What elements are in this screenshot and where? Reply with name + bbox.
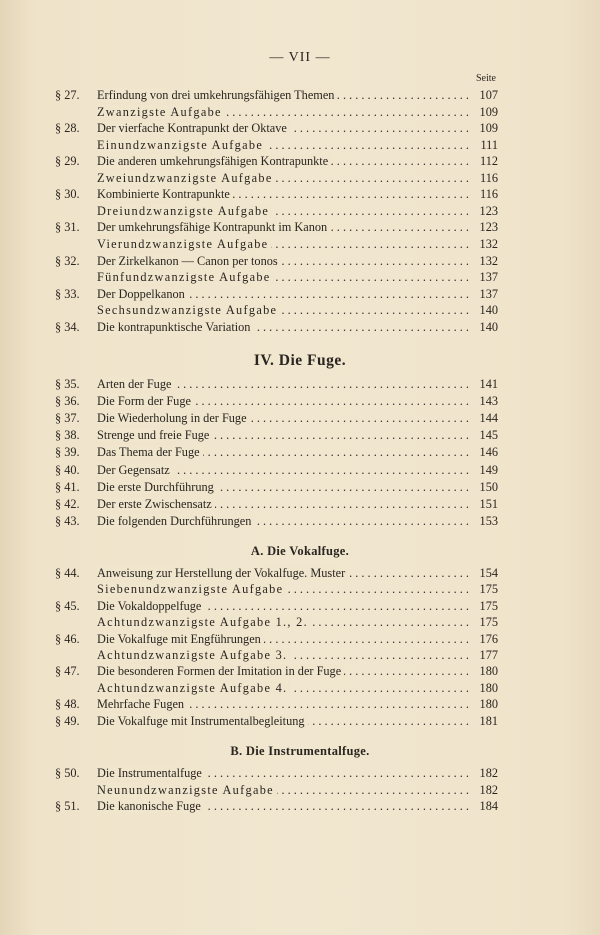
page-reference: 182 [479,782,498,797]
entry-title: Die anderen umkehrungsfähigen Kontrapunkte [97,154,331,168]
entry-title: Erfindung von drei umkehrungsfähigen Themen [97,88,337,102]
page-reference: 180 [479,680,498,695]
entry-title-with-leader [97,253,469,269]
entry-title-with-leader [97,479,469,495]
page-reference: 123 [479,203,498,218]
toc-section-entry [0,565,600,581]
entry-title: Die kanonische Fuge [97,799,204,813]
toc-section-entry [0,219,600,235]
entry-title-with-leader [97,137,469,153]
entry-title-with-leader [97,269,469,285]
entry-title: Der Zirkelkanon — Canon per tonos [97,254,281,268]
section-number: § 51. [55,799,80,814]
entry-title-with-leader [97,170,469,186]
entry-title: Die kontrapunktische Variation [97,320,253,334]
entry-title-with-leader [97,680,469,696]
entry-title-with-leader [97,444,469,460]
toc-section-entry [0,410,600,426]
entry-title: Dreiundzwanzigste Aufgabe [97,204,272,218]
entry-title-with-leader [97,631,469,647]
entry-title: Mehrfache Fugen [97,697,187,711]
entry-title: Die besonderen Formen der Imitation in der Fuge [97,664,344,678]
page-reference: 132 [479,236,498,251]
entry-title: Strenge und freie Fuge [97,428,212,442]
page-reference: 151 [479,496,498,511]
page-number: — VII — [269,50,331,65]
entry-title-with-leader [97,581,469,597]
toc-exercise-entry [0,680,600,696]
toc-section-entry [0,496,600,512]
section-number: § 28. [55,121,80,136]
entry-title: Die Instrumentalfuge [97,766,205,780]
section-number: § 46. [55,631,80,646]
entry-title: Neunundzwanzigste Aufgabe [97,783,277,797]
page-reference: 144 [479,411,498,426]
entry-title-with-leader [97,798,469,814]
entry-title-with-leader [97,513,469,529]
entry-title: Die Vokalfuge mit Instrumentalbegleitung [97,714,308,728]
page-reference: 175 [479,598,498,613]
page-reference: 149 [479,462,498,477]
entry-title-with-leader [97,713,469,729]
page-reference: 111 [480,137,498,152]
page-reference: 107 [479,88,498,102]
page-reference: 123 [479,220,498,235]
page-reference: 140 [479,303,498,318]
page-reference: 182 [479,766,498,780]
toc-section-entry [0,444,600,460]
entry-title-with-leader [97,598,469,614]
toc-exercise-entry [0,269,600,285]
section-number: § 47. [55,664,80,679]
entry-title: Achtundzwanzigste Aufgabe 4. [97,681,290,695]
entry-title-with-leader [97,87,469,103]
entry-title: Arten der Fuge [97,377,174,391]
page-reference: 145 [479,428,498,443]
page-reference: 132 [479,253,498,268]
page-reference: 180 [479,664,498,679]
entry-title: Siebenundzwanzigste Aufgabe [97,582,286,596]
entry-title-with-leader [97,203,469,219]
toc-exercise-entry [0,203,600,219]
section-number: § 43. [55,513,80,528]
entry-title: Der Doppelkanon [97,287,188,301]
page-reference: 175 [479,582,498,597]
page-reference: 175 [479,615,498,630]
section-number: § 31. [55,220,80,235]
page-reference: 153 [479,513,498,528]
entry-title: Fünfundzwanzigste Aufgabe [97,270,274,284]
entry-title: Vierundzwanzigste Aufgabe [97,237,271,251]
page-column-label: Seite [476,73,496,84]
page-reference: 154 [479,566,498,580]
toc-exercise-entry [0,782,600,798]
toc-section-entry [0,87,600,103]
page-reference: 177 [479,648,498,662]
section-heading-fuge: IV. Die Fuge. [253,352,347,369]
section-number: § 42. [55,496,80,511]
section-number: § 34. [55,319,80,334]
entry-title-with-leader [97,462,469,478]
section-number: § 48. [55,697,80,712]
entry-title-with-leader [97,496,469,512]
page-reference: 137 [479,270,498,285]
toc-section-entry [0,393,600,409]
entry-title: Die Wiederholung in der Fuge [97,411,250,425]
toc-section-entry [0,319,600,335]
section-number: § 32. [55,253,80,268]
toc-section-entry [0,631,600,647]
toc-section-entry [0,186,600,202]
section-number: § 36. [55,394,80,409]
entry-title-with-leader [97,236,469,252]
entry-title-with-leader [97,614,469,630]
toc-exercise-entry [0,236,600,252]
entry-title: Sechsundzwanzigste Aufgabe [97,303,280,317]
page-reference: 140 [479,319,498,334]
section-number: § 45. [55,598,80,613]
section-heading-instrumentalfuge: B. Die Instrumentalfuge. [230,744,370,758]
page-reference: 116 [480,170,498,185]
entry-title: Der erste Zwischensatz [97,497,215,511]
toc-exercise-entry [0,302,600,318]
entry-title: Das Thema der Fuge [97,445,203,459]
toc-exercise-entry [0,614,600,630]
toc-section-entry [0,798,600,814]
entry-title: Achtundzwanzigste Aufgabe 1., 2. [97,615,311,629]
toc-section-entry [0,765,600,781]
entry-title: Achtundzwanzigste Aufgabe 3. [97,648,290,662]
section-number: § 39. [55,445,80,460]
entry-title-with-leader [97,647,469,663]
entry-title-with-leader [97,427,469,443]
entry-title: Die Form der Fuge [97,394,194,408]
toc-section-entry [0,479,600,495]
entry-title: Die folgenden Durchführungen [97,514,254,528]
entry-title-with-leader [97,219,469,235]
entry-title-with-leader [97,696,469,712]
entry-title: Der umkehrungsfähige Kontrapunkt im Kanon [97,220,330,234]
entry-title-with-leader [97,663,469,679]
entry-title-with-leader [97,565,469,581]
entry-title-with-leader [97,393,469,409]
entry-title-with-leader [97,765,469,781]
toc-exercise-entry [0,104,600,120]
toc-section-entry [0,713,600,729]
page-reference: 180 [479,697,498,712]
entry-title-with-leader [97,120,469,136]
toc-section-entry [0,696,600,712]
entry-title-with-leader [97,186,469,202]
section-number: § 29. [55,154,80,169]
entry-title: Anweisung zur Herstellung der Vokalfuge. Muster [97,566,348,580]
entry-title: Der vierfache Kontrapunkt der Oktave [97,121,290,135]
toc-section-entry [0,427,600,443]
entry-title: Der Gegensatz [97,463,173,477]
entry-title: Einundzwanzigste Aufgabe [97,138,266,152]
entry-title-with-leader [97,153,469,169]
page-reference: 143 [479,394,498,409]
entry-title-with-leader [97,302,469,318]
section-number: § 27. [55,88,80,102]
entry-title: Die Vokalfuge mit Engführungen [97,632,264,646]
toc-section-entry [0,120,600,136]
entry-title-with-leader [97,376,469,392]
section-number: § 44. [55,566,80,580]
section-number: § 37. [55,411,80,426]
toc-section-entry [0,286,600,302]
toc-section-entry [0,253,600,269]
page-reference: 141 [479,377,498,391]
toc-exercise-entry [0,581,600,597]
section-number: § 41. [55,479,80,494]
page-reference: 109 [479,104,498,119]
page-reference: 150 [479,479,498,494]
page-reference: 146 [479,445,498,460]
toc-section-entry [0,513,600,529]
page-reference: 176 [479,631,498,646]
section-heading-vokalfuge: A. Die Vokalfuge. [250,544,350,558]
page-reference: 116 [480,187,498,202]
page-reference: 112 [480,154,498,169]
page-reference: 137 [479,286,498,301]
toc-section-entry [0,376,600,392]
page-reference: 109 [479,121,498,136]
page-reference: 184 [479,799,498,814]
entry-title: Zweiundzwanzigste Aufgabe [97,171,276,185]
section-number: § 50. [55,766,80,780]
toc-section-entry [0,663,600,679]
section-number: § 40. [55,462,80,477]
entry-title-with-leader [97,319,469,335]
toc-exercise-entry [0,137,600,153]
entry-title-with-leader [97,782,469,798]
section-number: § 49. [55,713,80,728]
entry-title: Die erste Durchführung [97,480,217,494]
toc-exercise-entry [0,170,600,186]
entry-title-with-leader [97,286,469,302]
entry-title-with-leader [97,410,469,426]
entry-title: Die Vokaldoppelfuge [97,599,204,613]
toc-section-entry [0,598,600,614]
section-number: § 30. [55,187,80,202]
entry-title-with-leader [97,104,469,120]
page-reference: 181 [479,713,498,728]
section-number: § 35. [55,377,80,391]
section-number: § 38. [55,428,80,443]
toc-section-entry [0,462,600,478]
toc-exercise-entry [0,647,600,663]
entry-title: Zwanzigste Aufgabe [97,105,225,119]
toc-section-entry [0,153,600,169]
entry-title: Kombinierte Kontrapunkte [97,187,233,201]
section-number: § 33. [55,286,80,301]
